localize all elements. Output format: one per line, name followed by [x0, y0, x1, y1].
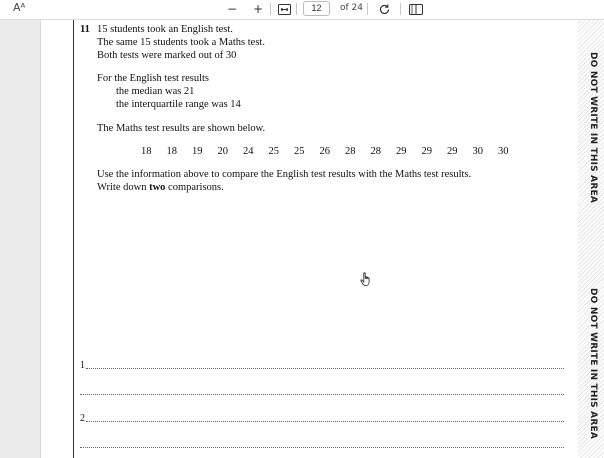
maths-score: 28	[370, 146, 381, 157]
write-down-emphasis: two	[149, 182, 166, 193]
instruction-line: Use the information above to compare the English test results with the Maths test results.	[97, 169, 472, 180]
english-iqr: the interquartile range was 14	[116, 99, 241, 110]
do-not-write-notice-bottom: DO NOT WRITE IN THIS AREA	[588, 288, 598, 439]
zoom-out-button[interactable]: −	[226, 2, 238, 16]
fit-to-page-button[interactable]	[276, 1, 292, 17]
toolbar-divider	[367, 3, 368, 15]
write-down-line	[97, 182, 224, 193]
toolbar-divider	[296, 3, 297, 15]
question-line-1: 15 students took an English test.	[97, 24, 233, 35]
maths-score: 28	[345, 146, 356, 157]
left-page-margin	[40, 20, 74, 458]
two-page-view-icon	[409, 4, 423, 15]
answer-line-1b[interactable]	[80, 394, 564, 395]
page-total-label: of 24	[340, 3, 363, 13]
maths-score: 29	[396, 146, 407, 157]
toolbar-divider	[270, 3, 271, 15]
question-number: 11	[80, 24, 90, 35]
toolbar-divider	[400, 3, 401, 15]
maths-score: 18	[141, 146, 152, 157]
pdf-toolbar	[0, 0, 604, 20]
answer-line-2b[interactable]	[80, 447, 564, 448]
page-number-input[interactable]	[303, 1, 330, 16]
maths-score: 18	[166, 146, 177, 157]
english-median: the median was 21	[116, 86, 195, 97]
answer-label-2: 2	[80, 413, 85, 424]
maths-score: 30	[472, 146, 483, 157]
rotate-button[interactable]	[376, 1, 392, 17]
write-down-pre: Write down	[97, 182, 150, 193]
answer-line-2a[interactable]	[86, 421, 564, 422]
do-not-write-notice-top: DO NOT WRITE IN THIS AREA	[588, 52, 598, 203]
maths-score: 20	[217, 146, 228, 157]
answer-line-1a[interactable]	[86, 368, 564, 369]
question-line-3: Both tests were marked out of 30	[97, 50, 237, 61]
zoom-in-button[interactable]: +	[252, 2, 264, 16]
rotate-icon	[378, 3, 391, 16]
maths-score: 25	[268, 146, 279, 157]
maths-score: 30	[498, 146, 509, 157]
question-line-2: The same 15 students took a Maths test.	[97, 37, 265, 48]
answer-label-1: 1	[80, 360, 85, 371]
hand-cursor-icon	[360, 272, 372, 292]
write-down-post: comparisons.	[165, 182, 224, 193]
english-intro: For the English test results	[97, 73, 209, 84]
maths-score: 19	[192, 146, 203, 157]
page-view-button[interactable]	[408, 1, 424, 17]
maths-score: 29	[447, 146, 458, 157]
read-aloud-button[interactable]: Aᴬ	[13, 1, 26, 14]
maths-score: 25	[294, 146, 305, 157]
fit-page-icon	[278, 4, 291, 15]
maths-score: 29	[421, 146, 432, 157]
maths-score: 24	[243, 146, 254, 157]
maths-intro: The Maths test results are shown below.	[97, 123, 266, 134]
maths-score: 26	[319, 146, 330, 157]
